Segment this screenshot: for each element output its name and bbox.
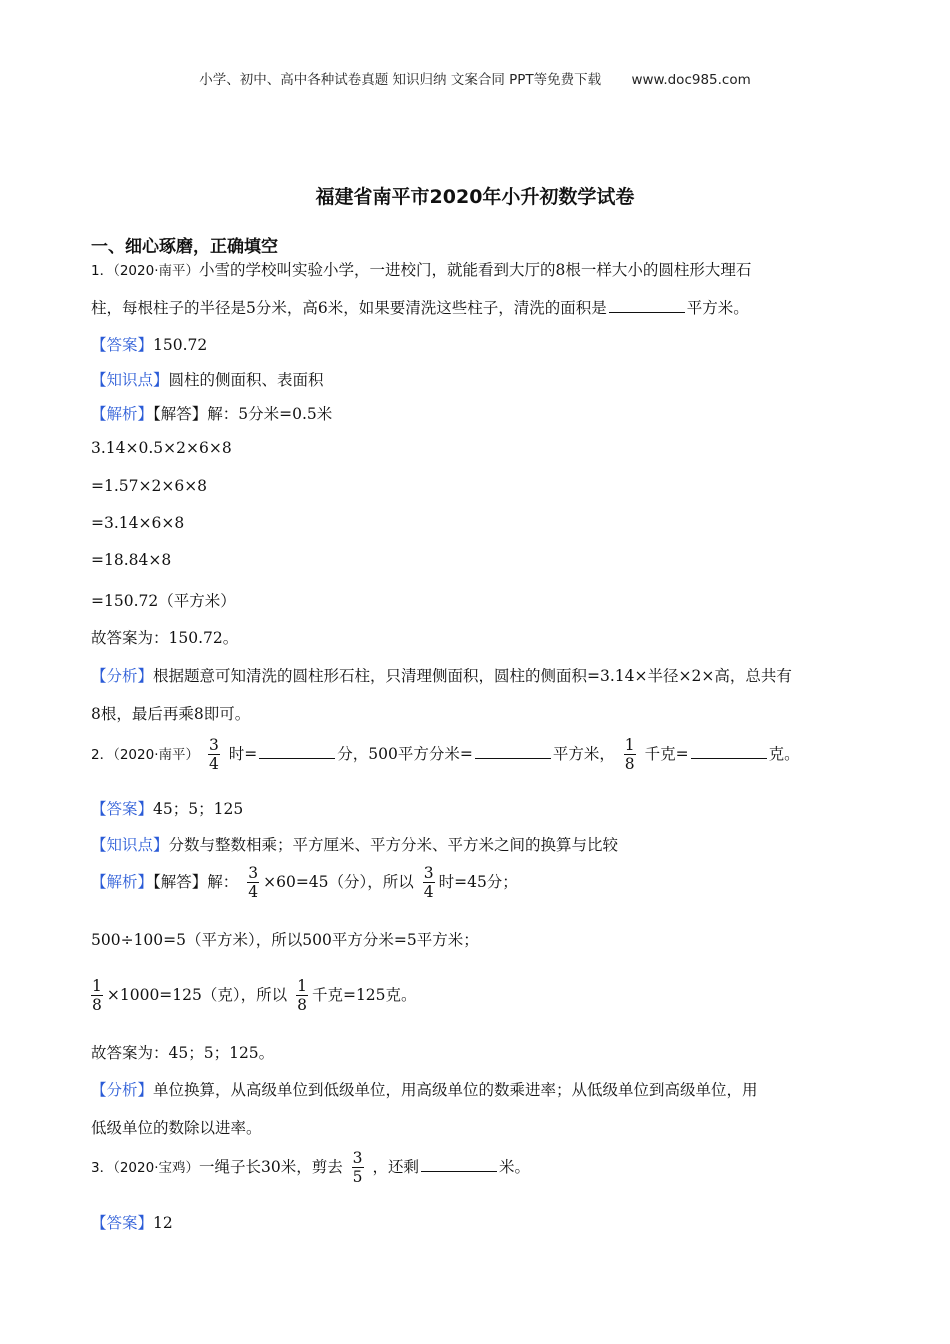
q1-step: =18.84×8 — [91, 551, 172, 569]
answer-blank — [259, 757, 335, 759]
q2-knowledge: 【知识点】分数与整数相乘；平方厘米、平方分米、平方米之间的换算与比较 — [91, 836, 619, 854]
q1-remark-2: 8根，最后再乘8即可。 — [91, 705, 251, 723]
q1-solution: 【解析】【解答】解：5分米=0.5米 — [91, 405, 333, 423]
q2-solution-2: 500÷100=5（平方米），所以500平方分米=5平方米； — [91, 931, 479, 949]
fraction: $\frac{1}{8}$ — [624, 736, 635, 774]
q1-knowledge: 【知识点】圆柱的侧面积、表面积 — [91, 371, 324, 389]
fraction: $\frac{1}{8}$ — [92, 977, 102, 1015]
q1-step: 3.14×0.5×2×6×8 — [91, 439, 232, 457]
q2-remark-1: 【分析】单位换算，从高级单位到低级单位，用高级单位的数乘进率；从低级单位到高级单位，用 — [91, 1081, 758, 1099]
answer-blank — [609, 311, 685, 313]
q3-line-1: 3．（2020·宝鸡）一绳子长30米，剪去 $\frac{3}{5}$ ，还剩 米。 — [91, 1149, 531, 1187]
q1-step: =1.57×2×6×8 — [91, 477, 208, 495]
q1-remark-1: 【分析】根据题意可知清洗的圆柱形石柱，只清理侧面积，圆柱的侧面积=3.14×半径×2×高，总共有 — [91, 667, 792, 685]
page-title: 福建省南平市2020年小升初数学试卷 — [315, 186, 635, 208]
q2-answer: 【答案】45；5；125 — [91, 800, 244, 818]
fraction: $\frac{3}{4}$ — [423, 864, 434, 902]
q1-line-1: 1．（2020·南平）小雪的学校叫实验小学，一进校门，就能看到大厅的8根一样大小的圆柱形大理石 — [91, 261, 752, 279]
fraction: $\frac{1}{8}$ — [297, 977, 307, 1015]
q1-final: 故答案为：150.72。 — [91, 629, 239, 647]
q2-final: 故答案为：45；5；125。 — [91, 1044, 275, 1062]
fraction: $\frac{3}{4}$ — [248, 864, 259, 902]
q1-answer: 【答案】150.72 — [91, 336, 208, 354]
fraction: $\frac{3}{5}$ — [352, 1149, 363, 1187]
answer-blank — [421, 1170, 497, 1172]
page-header — [0, 68, 950, 88]
header-site[interactable]: www.doc985.com — [631, 72, 751, 88]
q1-line-2: 柱，每根柱子的半径是5分米，高6米，如果要清洗这些柱子，清洗的面积是 平方米。 — [91, 299, 749, 317]
answer-blank — [475, 757, 551, 759]
fraction: $\frac{3}{4}$ — [208, 736, 219, 774]
header-text: 小学、初中、高中各种试卷真题 知识归纳 文案合同 PPT等免费下载 — [199, 72, 602, 88]
section-heading: 一、细心琢磨，正确填空 — [91, 237, 278, 257]
answer-blank — [691, 757, 767, 759]
q2-remark-2: 低级单位的数除以进率。 — [91, 1119, 262, 1137]
q1-step: =150.72（平方米） — [91, 592, 236, 610]
q3-answer: 【答案】12 — [91, 1214, 173, 1232]
q2-line-1: 2．（2020·南平） $\frac{3}{4}$ 时= 分，500平方分米= 平方米， $\frac{1}{8}$ 千克= 克。 — [91, 736, 800, 774]
q2-solution-1: 【解析】【解答】解： $\frac{3}{4}$ ×60=45（分），所以 $\frac{3}{4}$ 时=45分； — [91, 864, 518, 902]
q2-solution-3: $\frac{1}{8}$ ×1000=125（克），所以 $\frac{1}{8}$ 千克=125克。 — [92, 977, 417, 1015]
q1-step: =3.14×6×8 — [91, 514, 185, 532]
